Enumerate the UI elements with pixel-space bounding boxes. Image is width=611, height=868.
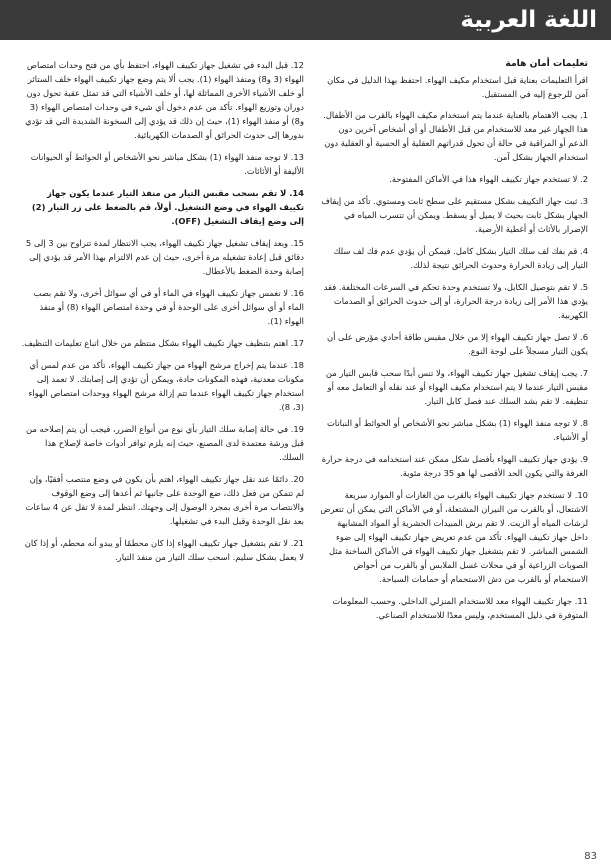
instruction-item-14: 14. لا تقم بسحب مقبس التيار من منفذ التيار عندما يكون جهاز تكييف الهواء في وضع التشغيل. أولاً، قم بالضغط على زر التيار (2) إلى وضع إيقاف التشغيل (OFF).	[31, 188, 304, 226]
instruction-item-20: 20. دائمًا عند نقل جهاز تكييف الهواء، اهتم بأن يكون في وضع منتصب أفقيًا، وإن لم تتمكن من فعل ذلك، ضع الوحدة على جانبها ثم أعدها إلى وضع الوقوف والانتصاب مرة أخرى بمجرد الوصول إلى وجهتك. انتظر لمدة لا تقل عن 4 ساعات بعد نقل الوحدة وقبل البدء في تشغيلها.	[25, 474, 304, 526]
instruction-item-4: 4. قم بفك لف سلك التيار بشكل كامل. فيمكن أن يؤدي عدم فك لف سلك التيار إلى زيادة الحرارة وحدوث الحرائق نتيجة لذلك.	[333, 246, 588, 270]
left-column	[20, 58, 304, 572]
instruction-item-12: 12. قبل البدء في تشغيل جهاز تكييف الهواء، احتفظ بأي من فتح وحدات امتصاص الهواء (3 و8) ومنفذ الهواء (1). يجب ألا يتم وضع جهاز تكييف الهواء خلف الستائر أو خلف الأشياء الأخرى المماثلة لها، أو خلف الأشياء التي قد تمثل عقبة تحول دون دوران وتوزيع الهواء. تأكد من عدم دخول أي شيء في وحدات امتصاص الهواء (3 و8) أو منفذ الهواء (1)، حيث إن ذلك قد يؤدي إلى السخونة الشديدة التي قد تؤدي بدورها إلى حدوث الحرائق أو الصدمات الكهربائية.	[25, 60, 304, 140]
instruction-item-21: 21. لا تقم بتشغيل جهاز تكييف الهواء إذا كان محطمًا أو يبدو أنه محطم، أو إذا كان لا يعمل بشكل سليم. اسحب سلك التيار من منفذ التيار.	[24, 538, 304, 562]
instruction-item-10: 10. لا تستخدم جهاز تكييف الهواء بالقرب من الغازات أو الموارد سريعة الاشتعال، أو بالقرب من النيران المشتعلة، أو في الأماكن التي يمكن أن تتعرض لرشات المياه أو الزيت. لا تقم برش المبيدات الحشرية أو المواد المشابهة داخل جهاز تكييف الهواء. تأكد من عدم تعريض جهاز تكييف الهواء إلى ضوء الشمس المباشر. لا تقم بتشغيل جهاز تكييف الهواء في الأماكن الساخنة مثل الصوبات الزراعية أو في محلات غسل الملابس أو بالقرب من أحواض الاستحمام أو بالقرب من دش الاستحمام أو حمامات السباحة.	[320, 490, 588, 584]
right-column	[320, 56, 588, 630]
language-title: اللغة العربية	[460, 7, 597, 33]
instruction-item-16: 16. لا تغمس جهاز تكييف الهواء في الماء أو في أي سوائل أخرى، ولا تقم بصب الماء أو أي سوائل أخرى على الوحدة أو في وحدة امتصاص الهواء (8) أو منفذ الهواء (1).	[33, 288, 304, 326]
instruction-item-3: 3. ثبت جهاز التكييف بشكل مستقيم على سطح ثابت ومستوي. تأكد من إيقاف الجهاز بشكل ثابت بحيث لا يميل أو يسقط. ويمكن أن تتسرب المياه في الإضرار بالأثاث أو أغطية الأرضية.	[321, 196, 588, 234]
instruction-item-17: 17. اهتم بتنظيف جهاز تكييف الهواء بشكل منتظم من خلال اتباع تعليمات التنظيف.	[21, 338, 304, 348]
page-number: 83	[584, 851, 597, 862]
instruction-item-18: 18. عندما يتم إخراج مرشح الهواء من جهاز تكييف الهواء، تأكد من عدم لمس أي مكونات معدنية، فهذه المكونات حادة، ويمكن أن تؤدي إلى إصابتك. لا تعمد إلى استخدام جهاز تكييف الهواء عندما تتم إزالة مرشح الهواء ووحدات امتصاص الهواء (3، 8).	[28, 360, 304, 412]
intro-paragraph: اقرأ التعليمات بعناية قبل استخدام مكيف الهواء. احتفظ بهذا الدليل في مكان آمن للرجوع إليه في المستقبل.	[327, 75, 588, 99]
instruction-item-9: 9. يؤدي جهاز تكييف الهواء بأفضل شكل ممكن عند استخدامه في درجة حرارة الغرفة والتي يكون الحد الأقصى لها هو 35 درجة مئوية.	[321, 454, 588, 478]
safety-heading: تعليمات أمان هامة	[505, 58, 588, 69]
instruction-item-19: 19. في حالة إصابة سلك التيار بأي نوع من أنواع الضرر، فيجب أن يتم إصلاحه من قبل ورشة معتمدة لدى المصنع، حيث إنه يلزم توافر أدوات خاصة لإصلاح هذا السلك.	[26, 424, 304, 462]
instruction-item-15: 15. وبعد إيقاف تشغيل جهاز تكييف الهواء، يجب الانتظار لمدة تتراوح بين 3 إلى 5 دقائق قبل إعادة تشغيله مرة أخرى، حيث إن عدم الالتزام بهذا الأمر قد يؤدي إلى إصابة وحدة الضغط بالأعطال.	[25, 238, 304, 276]
instruction-item-8: 8. لا توجه منفذ الهواء (1) بشكل مباشر نحو الأشخاص أو الحوائط أو النباتات أو الأشياء.	[326, 418, 588, 442]
instruction-item-7: 7. يجب إيقاف تشغيل جهاز تكييف الهواء، ولا تنس أبدًا سحب قابس التيار من مقبس التيار عندما لا يتم استخدام مكيف الهواء أو عند نقله أو التعامل معه أو تنظيفه. لا تقم بشد السلك عند فصل كابل التيار.	[325, 368, 588, 406]
instruction-item-2: 2. لا تستخدم جهاز تكييف الهواء هذا في الأماكن المفتوحة.	[389, 174, 588, 184]
instruction-item-6: 6. لا تصل جهاز تكييف الهواء إلا من خلال مقبس طاقة أحادي مؤرض على أن يكون التيار مسجلاً على لوحة النوع.	[326, 332, 588, 356]
instruction-item-1: 1. يجب الاهتمام بالعناية عندما يتم استخدام مكيف الهواء بالقرب من الأطفال. هذا الجهاز غير معد للاستخدام من قبل الأطفال أو أي أشخاص آخرين دون الدعم أو المراقبة في حالة أن تحول قدراتهم العقلية أو الحسية أو العقلية دون استخدام الجهاز بشكل آمن.	[323, 110, 588, 162]
instruction-item-13: 13. لا توجه منفذ الهواء (1) بشكل مباشر نحو الأشخاص أو الحوائط أو الحيوانات الأليفة أو الأثاثات.	[30, 152, 304, 176]
instruction-item-5: 5. لا تقم بتوصيل الكابل، ولا تستخدم وحدة تحكم في السرعات المختلفة. فقد يؤدي هذا الأمر إلى زيادة درجة الحرارة، أو إلى حدوث الحرائق أو الصدمات الكهربية.	[323, 282, 588, 320]
language-header-bar	[0, 0, 611, 40]
instruction-item-11: 11. جهاز تكييف الهواء معد للاستخدام المنزلي الداخلي. وحسب المعلومات المتوفرة في دليل المستخدم، وليس معدًا للاستخدام الصناعي.	[332, 596, 588, 620]
